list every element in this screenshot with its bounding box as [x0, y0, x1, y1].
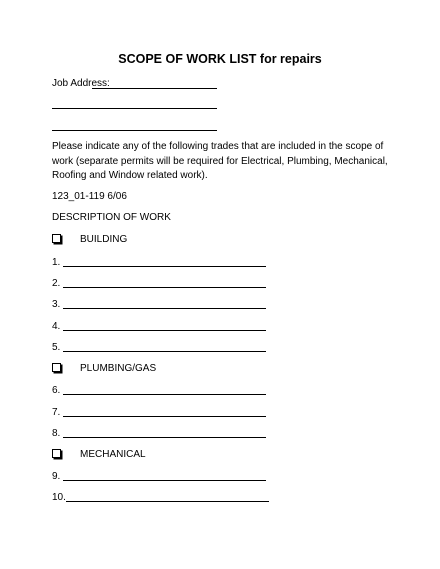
item-line-3[interactable]: [63, 308, 266, 309]
item-line-9[interactable]: [63, 480, 266, 481]
job-address-line-3[interactable]: [52, 130, 217, 131]
item-number: 8.: [52, 428, 61, 439]
item-number: 5.: [52, 342, 61, 353]
item-line-8[interactable]: [63, 437, 266, 438]
job-address-label: Job Address:: [52, 78, 110, 89]
item-number: 10.: [52, 492, 66, 503]
item-number: 7.: [52, 407, 61, 418]
document-title: SCOPE OF WORK LIST for repairs: [118, 52, 322, 66]
item-number: 9.: [52, 471, 61, 482]
plumbing-label: PLUMBING/GAS: [80, 363, 157, 374]
item-line-5[interactable]: [63, 351, 266, 352]
item-line-4[interactable]: [63, 330, 266, 331]
mechanical-label: MECHANICAL: [80, 449, 146, 460]
item-line-2[interactable]: [63, 287, 266, 288]
plumbing-checkbox[interactable]: [52, 363, 61, 372]
job-address-line-2[interactable]: [52, 108, 217, 109]
description-heading: DESCRIPTION OF WORK: [52, 212, 171, 223]
building-checkbox[interactable]: [52, 234, 61, 243]
item-number: 1.: [52, 257, 61, 268]
form-code: 123_01-119 6/06: [52, 191, 127, 202]
item-number: 2.: [52, 278, 61, 289]
item-number: 4.: [52, 321, 61, 332]
item-line-1[interactable]: [63, 266, 266, 267]
item-number: 3.: [52, 299, 61, 310]
mechanical-checkbox[interactable]: [52, 449, 61, 458]
item-number: 6.: [52, 385, 61, 396]
item-line-10[interactable]: [66, 501, 269, 502]
item-line-6[interactable]: [63, 394, 266, 395]
building-label: BUILDING: [80, 234, 128, 245]
job-address-line-1[interactable]: [92, 88, 217, 89]
item-line-7[interactable]: [63, 416, 266, 417]
instructions-text: Please indicate any of the following trades that are included in the scope of work (separate permits will be required for Electrical, Plumbing, Mechanical, Roofing and Window related work).: [52, 141, 388, 181]
